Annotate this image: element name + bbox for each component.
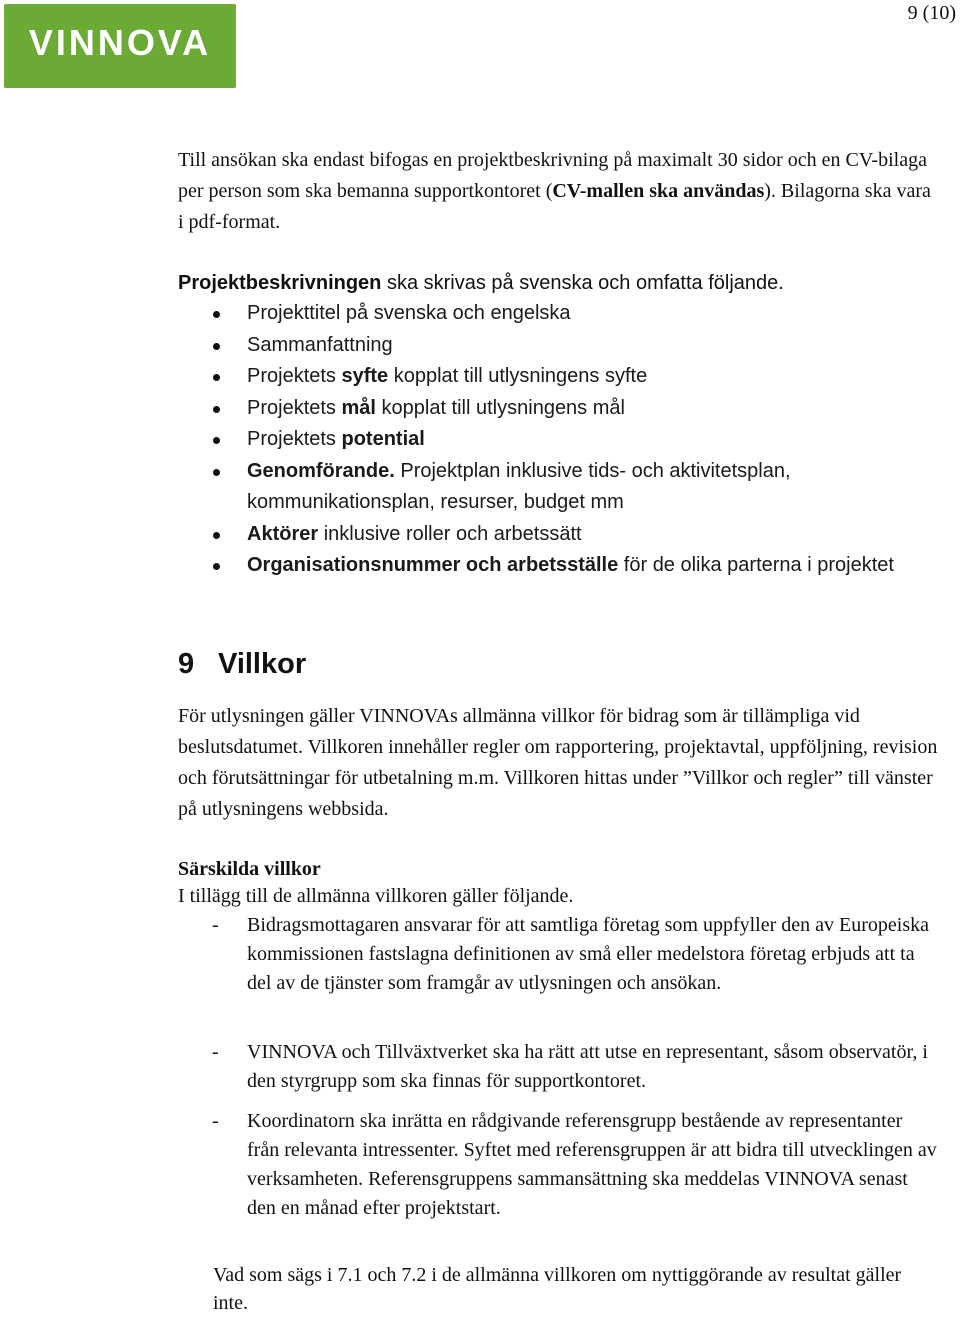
bullet-icon [213,532,220,539]
special-conditions-list [178,1107,938,1223]
list-item: Sammanfattning [178,330,938,362]
list-item: Organisationsnummer och arbetsställe för de olika parterna i projektet [178,550,938,582]
project-description-list [178,298,938,582]
list-item: Aktörer inklusive roller och arbetssätt [178,519,938,551]
special-conditions-intro: I tillägg till de allmänna villkoren gäller följande. [178,885,574,907]
special-conditions-heading: Särskilda villkor [178,858,321,880]
bullet-icon [213,311,220,318]
section-heading [178,648,306,681]
bullet-icon [213,469,220,476]
bullet-icon [213,437,220,444]
list-item: - Koordinatorn ska inrätta en rådgivande referensgrupp bestående av representanter från relevanta intressenter. Syftet med referensgruppen är att bidra till utvecklingen av verksamheten. Referensgruppens sammansättning ska meddelas VINNOVA senast den en månad efter projektstart. [178,1107,938,1223]
project-description-intro: Projektbeskrivningen ska skrivas på svenska och omfatta följande. [178,272,784,294]
list-item: Projektets syfte kopplat till utlysningens syfte [178,361,938,393]
page-number: 9 (10) [907,2,956,24]
cv-template-note: CV-mallen ska användas [552,180,765,202]
list-item: Projektets potential [178,424,938,456]
attachments-paragraph: Till ansökan ska endast bifogas en projektbeskrivning på maximalt 30 sidor och en CV-bilaga per person som ska bemanna supportkontoret (CV-mallen ska användas). Bilagorna ska vara i pdf-format. [178,149,931,233]
special-conditions-list [178,911,938,998]
conditions-paragraph: För utlysningen gäller VINNOVAs allmänna villkor för bidrag som är tillämpliga vid beslutsdatumet. Villkoren innehåller regler om rapportering, projektavtal, uppföljning, revision och förutsättningar för utbetalning m.m. Villkoren hittas under ”Villkor och regler” till vänster på utlysningens webbsida. [178,705,938,820]
list-item: Genomförande. Projektplan inklusive tids- och aktivitetsplan, kommunikationsplan, resurser, budget mm [178,456,938,519]
list-item: Projekttitel på svenska och engelska [178,298,938,330]
bullet-icon [213,343,220,350]
closing-paragraph: Vad som sägs i 7.1 och 7.2 i de allmänna villkoren om nyttiggörande av resultat gäller inte. [213,1264,902,1314]
list-item: - Bidragsmottagaren ansvarar för att samtliga företag som uppfyller den av Europeiska kommissionen fastslagna definitionen av små eller medelstora företag erbjuds att ta del av de tjänster som framgår av utlysningen och ansökan. [178,911,938,998]
special-conditions-list [178,1038,938,1096]
logo-text: VINNOVA [28,22,212,63]
bullet-icon [213,374,220,381]
section-number: 9 [178,648,195,680]
dash-marker: - [212,1041,219,1063]
list-item: - VINNOVA och Tillväxtverket ska ha rätt att utse en representant, såsom observatör, i den styrgrupp som ska finnas för supportkontoret. [178,1038,938,1096]
bullet-icon [213,406,220,413]
bullet-icon [213,563,220,570]
list-item: Projektets mål kopplat till utlysningens mål [178,393,938,425]
dash-marker: - [212,1110,219,1132]
dash-marker: - [212,914,219,936]
vinnova-logo [4,4,236,88]
section-title: Villkor [218,648,307,680]
